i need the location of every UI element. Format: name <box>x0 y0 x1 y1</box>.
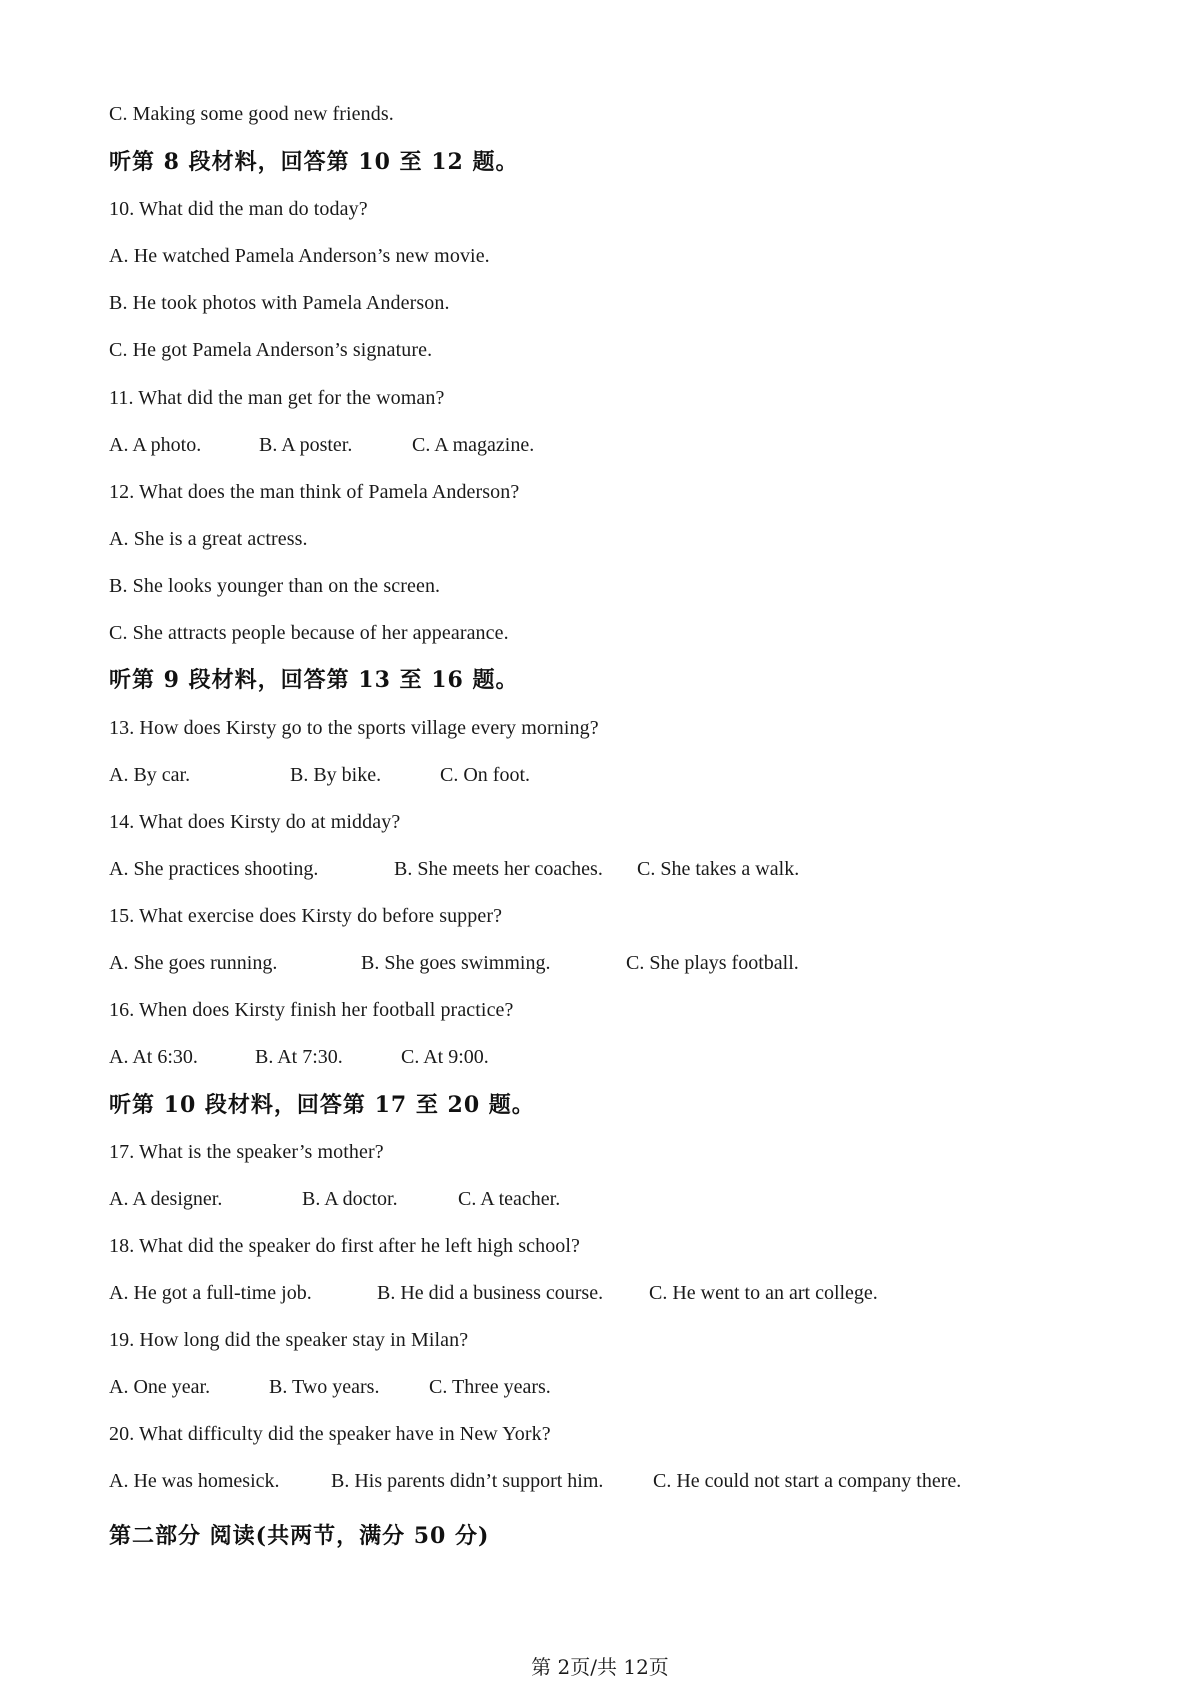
question-16-option-c: C. At 9:00. <box>401 1046 489 1068</box>
question-14: 14. What does Kirsty do at midday? <box>109 811 401 833</box>
question-20-option-a: A. He was homesick. <box>109 1470 280 1492</box>
option-c-carryover: C. Making some good new friends. <box>109 103 394 125</box>
question-12-option-c: C. She attracts people because of her appearance. <box>109 622 509 644</box>
question-17-option-b: B. A doctor. <box>302 1188 398 1210</box>
question-12-option-b: B. She looks younger than on the screen. <box>109 575 441 597</box>
question-19: 19. How long did the speaker stay in Milan? <box>109 1329 469 1351</box>
question-18-option-b: B. He did a business course. <box>377 1282 604 1304</box>
question-11-option-c: C. A magazine. <box>412 434 535 456</box>
question-13-option-c: C. On foot. <box>440 764 530 786</box>
question-10-option-a: A. He watched Pamela Anderson’s new movie. <box>109 245 490 267</box>
part-two-heading: 第二部分 阅读(共两节，满分 50 分) <box>109 1523 490 1549</box>
question-11-option-a: A. A photo. <box>109 434 202 456</box>
section-heading-9: 听第 9 段材料，回答第 13 至 16 题。 <box>109 667 519 693</box>
question-12-option-a: A. She is a great actress. <box>109 528 308 550</box>
question-13: 13. How does Kirsty go to the sports village every morning? <box>109 717 599 739</box>
question-15: 15. What exercise does Kirsty do before supper? <box>109 905 503 927</box>
question-16-option-a: A. At 6:30. <box>109 1046 198 1068</box>
question-18-option-c: C. He went to an art college. <box>649 1282 878 1304</box>
question-15-option-a: A. She goes running. <box>109 952 278 974</box>
question-13-option-a: A. By car. <box>109 764 191 786</box>
question-17-option-c: C. A teacher. <box>458 1188 561 1210</box>
question-12: 12. What does the man think of Pamela Anderson? <box>109 481 520 503</box>
question-17-option-a: A. A designer. <box>109 1188 223 1210</box>
page-indicator: 第 2页/共 12页 <box>531 1655 669 1679</box>
question-11: 11. What did the man get for the woman? <box>109 387 445 409</box>
question-11-option-b: B. A poster. <box>259 434 353 456</box>
question-16: 16. When does Kirsty finish her football practice? <box>109 999 514 1021</box>
question-10-option-c: C. He got Pamela Anderson’s signature. <box>109 339 433 361</box>
question-14-option-c: C. She takes a walk. <box>637 858 800 880</box>
question-13-option-b: B. By bike. <box>290 764 382 786</box>
section-heading-10: 听第 10 段材料，回答第 17 至 20 题。 <box>109 1092 535 1118</box>
question-10-option-b: B. He took photos with Pamela Anderson. <box>109 292 450 314</box>
question-20-option-c: C. He could not start a company there. <box>653 1470 962 1492</box>
question-19-option-a: A. One year. <box>109 1376 211 1398</box>
question-20-option-b: B. His parents didn’t support him. <box>331 1470 604 1492</box>
question-14-option-b: B. She meets her coaches. <box>394 858 603 880</box>
question-20: 20. What difficulty did the speaker have in New York? <box>109 1423 551 1445</box>
question-15-option-b: B. She goes swimming. <box>361 952 551 974</box>
question-19-option-b: B. Two years. <box>269 1376 380 1398</box>
question-16-option-b: B. At 7:30. <box>255 1046 343 1068</box>
question-14-option-a: A. She practices shooting. <box>109 858 319 880</box>
question-18: 18. What did the speaker do first after he left high school? <box>109 1235 581 1257</box>
question-18-option-a: A. He got a full-time job. <box>109 1282 312 1304</box>
question-17: 17. What is the speaker’s mother? <box>109 1141 384 1163</box>
question-15-option-c: C. She plays football. <box>626 952 799 974</box>
question-10: 10. What did the man do today? <box>109 198 368 220</box>
section-heading-8: 听第 8 段材料，回答第 10 至 12 题。 <box>109 149 519 175</box>
question-19-option-c: C. Three years. <box>429 1376 551 1398</box>
